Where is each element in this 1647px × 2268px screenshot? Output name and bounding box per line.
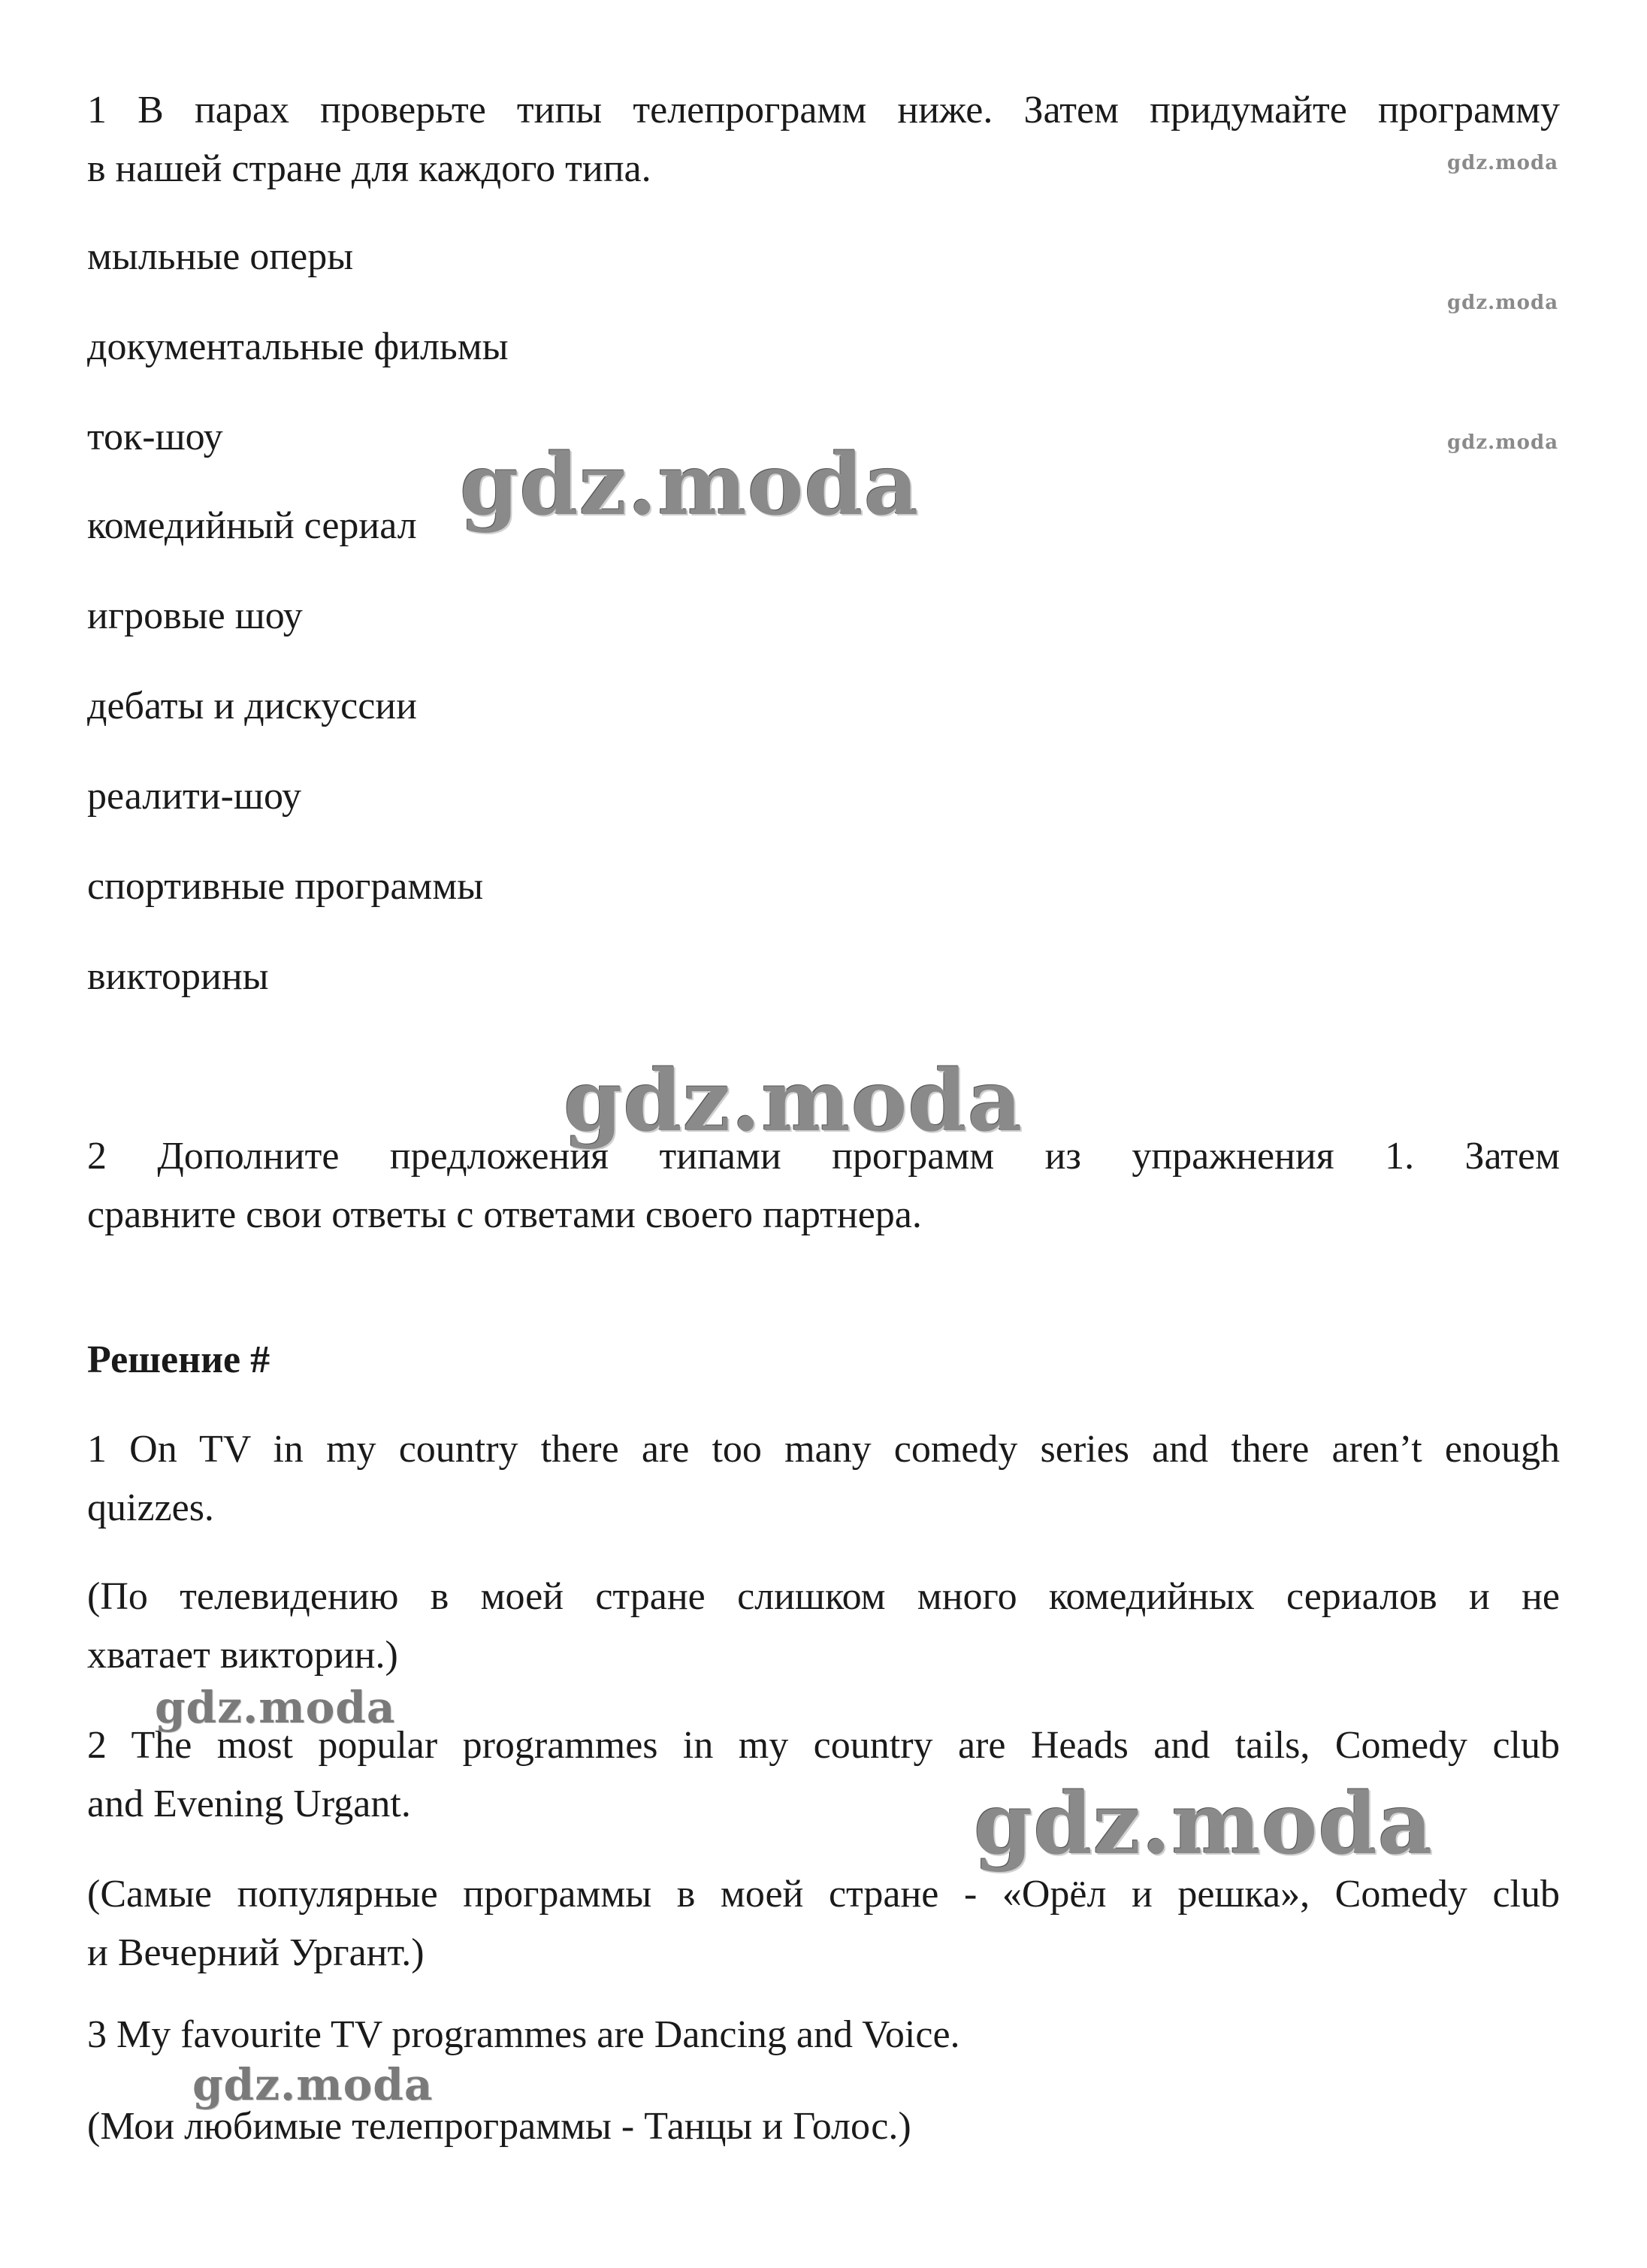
watermark-medium: gdz.moda (192, 2059, 434, 2110)
task1-line1: 1 В парах проверьте типы телепрограмм ниже. Затем придумайте программу (87, 89, 1560, 132)
type-item: мыльные оперы (87, 235, 354, 278)
answer-1-russian (87, 1568, 1560, 1685)
task2-line2: сравните свои ответы с ответами своего партнера. (87, 1193, 922, 1236)
type-item: викторины (87, 955, 269, 998)
type-item: ток-шоу (87, 416, 223, 458)
type-item: спортивные программы (87, 865, 484, 908)
watermark-small: gdz.moda (1447, 152, 1559, 174)
type-item: дебаты и дискуссии (87, 685, 417, 727)
solution-heading: Решение # (87, 1338, 270, 1381)
type-item: документальные фильмы (87, 325, 509, 368)
answer-3-russian: (Мои любимые телепрограммы - Танцы и Голос.) (87, 2105, 911, 2148)
watermark-medium: gdz.moda (155, 1682, 396, 1733)
answer-2-en-line2: and Evening Urgant. (87, 1783, 411, 1825)
answer-2-ru-line1: (Самые популярные программы в моей стране - «Орёл и решка», Comedy club (87, 1873, 1560, 1916)
answer-1-en-line2: quizzes. (87, 1486, 214, 1529)
answer-2-en-line1: 2 The most popular programmes in my country are Heads and tails, Comedy club (87, 1724, 1560, 1767)
watermark-small: gdz.moda (1447, 292, 1559, 314)
watermark-large: gdz.moda (460, 436, 920, 534)
answer-2-russian (87, 1865, 1560, 1982)
task1-line2: в нашей стране для каждого типа. (87, 147, 651, 190)
answer-1-ru-line1: (По телевидению в моей стране слишком много комедийных сериалов и не (87, 1575, 1560, 1618)
answer-1-english (87, 1420, 1560, 1538)
type-item: игровые шоу (87, 594, 303, 637)
task1-instruction (87, 81, 1560, 198)
answer-3-english: 3 My favourite TV programmes are Dancing and Voice. (87, 2013, 960, 2056)
answer-2-ru-line2: и Вечерний Ургант.) (87, 1931, 425, 1974)
answer-1-en-line1: 1 On TV in my country there are too many comedy series and there aren’t enough (87, 1428, 1560, 1471)
type-item: комедийный сериал (87, 504, 417, 547)
task2-line1: 2 Дополните предложения типами программ из упражнения 1. Затем (87, 1135, 1560, 1178)
watermark-small: gdz.moda (1447, 431, 1559, 454)
watermark-large: gdz.moda (974, 1775, 1434, 1873)
answer-1-ru-line2: хватает викторин.) (87, 1634, 398, 1677)
type-item: реалити-шоу (87, 775, 301, 818)
watermark-large: gdz.moda (564, 1052, 1023, 1151)
